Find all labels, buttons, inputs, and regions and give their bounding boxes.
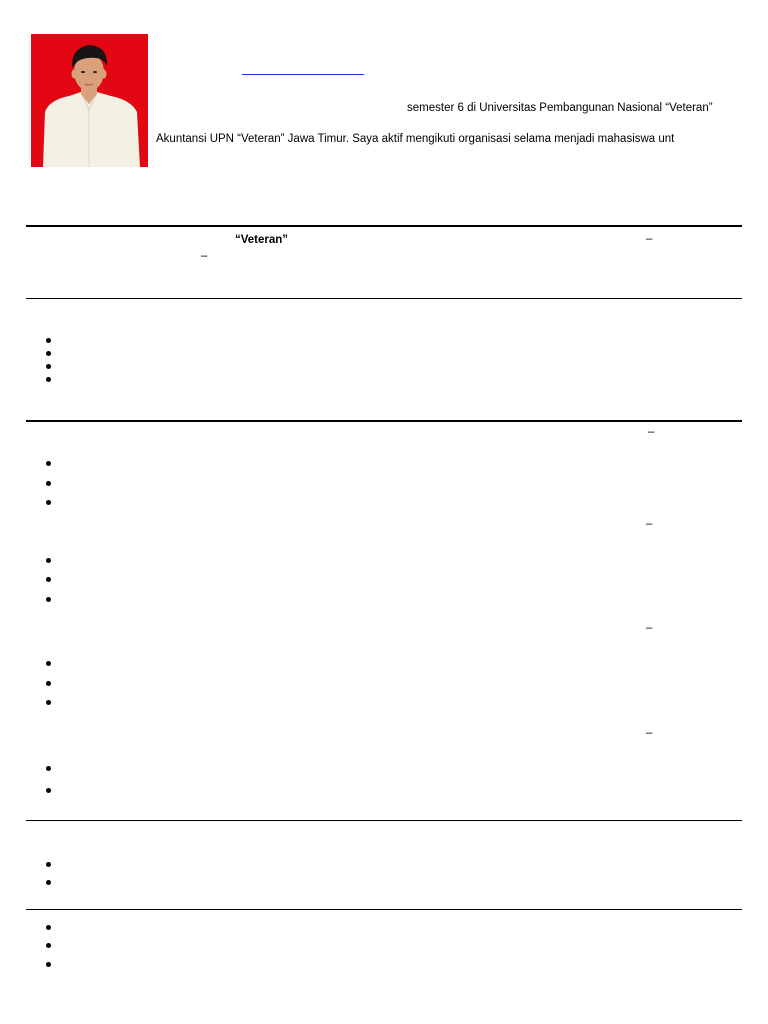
bullet-dot [46,681,51,686]
email-link[interactable] [242,74,364,76]
bullet-dot [46,925,51,930]
list-item [46,377,52,383]
bullet-dot [46,500,51,505]
experience-section-divider [26,420,742,422]
bullet-dot [46,943,51,948]
bullet-dot [46,862,51,867]
bullet-dot [46,364,51,369]
list-item [46,700,52,706]
bullet-dot [46,351,51,356]
bullet-dot [46,700,51,705]
bullet-dot [46,788,51,793]
photo-ear-left [72,70,77,79]
education-institution-fragment: “Veteran” [235,234,289,246]
bullet-dot [46,338,51,343]
bullet-dot [46,880,51,885]
experience-3-date-dash: – [646,622,653,634]
profile-photo [31,34,148,167]
list-item [46,461,52,467]
photo-eye-left [81,71,85,73]
experience-4-date-dash: – [646,727,653,739]
email-link-underline [242,74,364,75]
bullet-dot [46,962,51,967]
intro-text-line-2: Akuntansi UPN “Veteran” Jawa Timur. Saya aktif mengikuti organisasi selama menjadi mahasiswa unt [156,133,675,145]
list-item [46,962,52,968]
list-item [46,788,52,794]
list-item [46,943,52,949]
list-item [46,558,52,564]
list-item [46,351,52,357]
profile-photo-image [31,34,148,167]
photo-eye-right [93,71,97,73]
list-item [46,681,52,687]
list-item [46,577,52,583]
bullet-dot [46,481,51,486]
education-date-dash-secondary: – [201,250,208,262]
bullet-dot [46,661,51,666]
bullet-dot [46,461,51,466]
achievements-section-divider [26,820,742,821]
other-section-divider [26,909,742,910]
list-item [46,481,52,487]
list-item [46,862,52,868]
list-item [46,364,52,370]
list-item [46,925,52,931]
list-item [46,880,52,886]
experience-2-date-dash: – [646,518,653,530]
bullet-dot [46,597,51,602]
experience-1-date-dash: – [648,426,655,438]
intro-text-line-1: semester 6 di Universitas Pembangunan Nasional “Veteran” [407,102,713,114]
list-item [46,338,52,344]
bullet-dot [46,766,51,771]
list-item [46,500,52,506]
skills-section-divider [26,298,742,299]
bullet-dot [46,577,51,582]
list-item [46,766,52,772]
education-section-divider [26,225,742,227]
photo-ear-right [102,70,107,79]
list-item [46,661,52,667]
bullet-dot [46,377,51,382]
list-item [46,597,52,603]
education-date-dash: – [646,233,653,245]
bullet-dot [46,558,51,563]
